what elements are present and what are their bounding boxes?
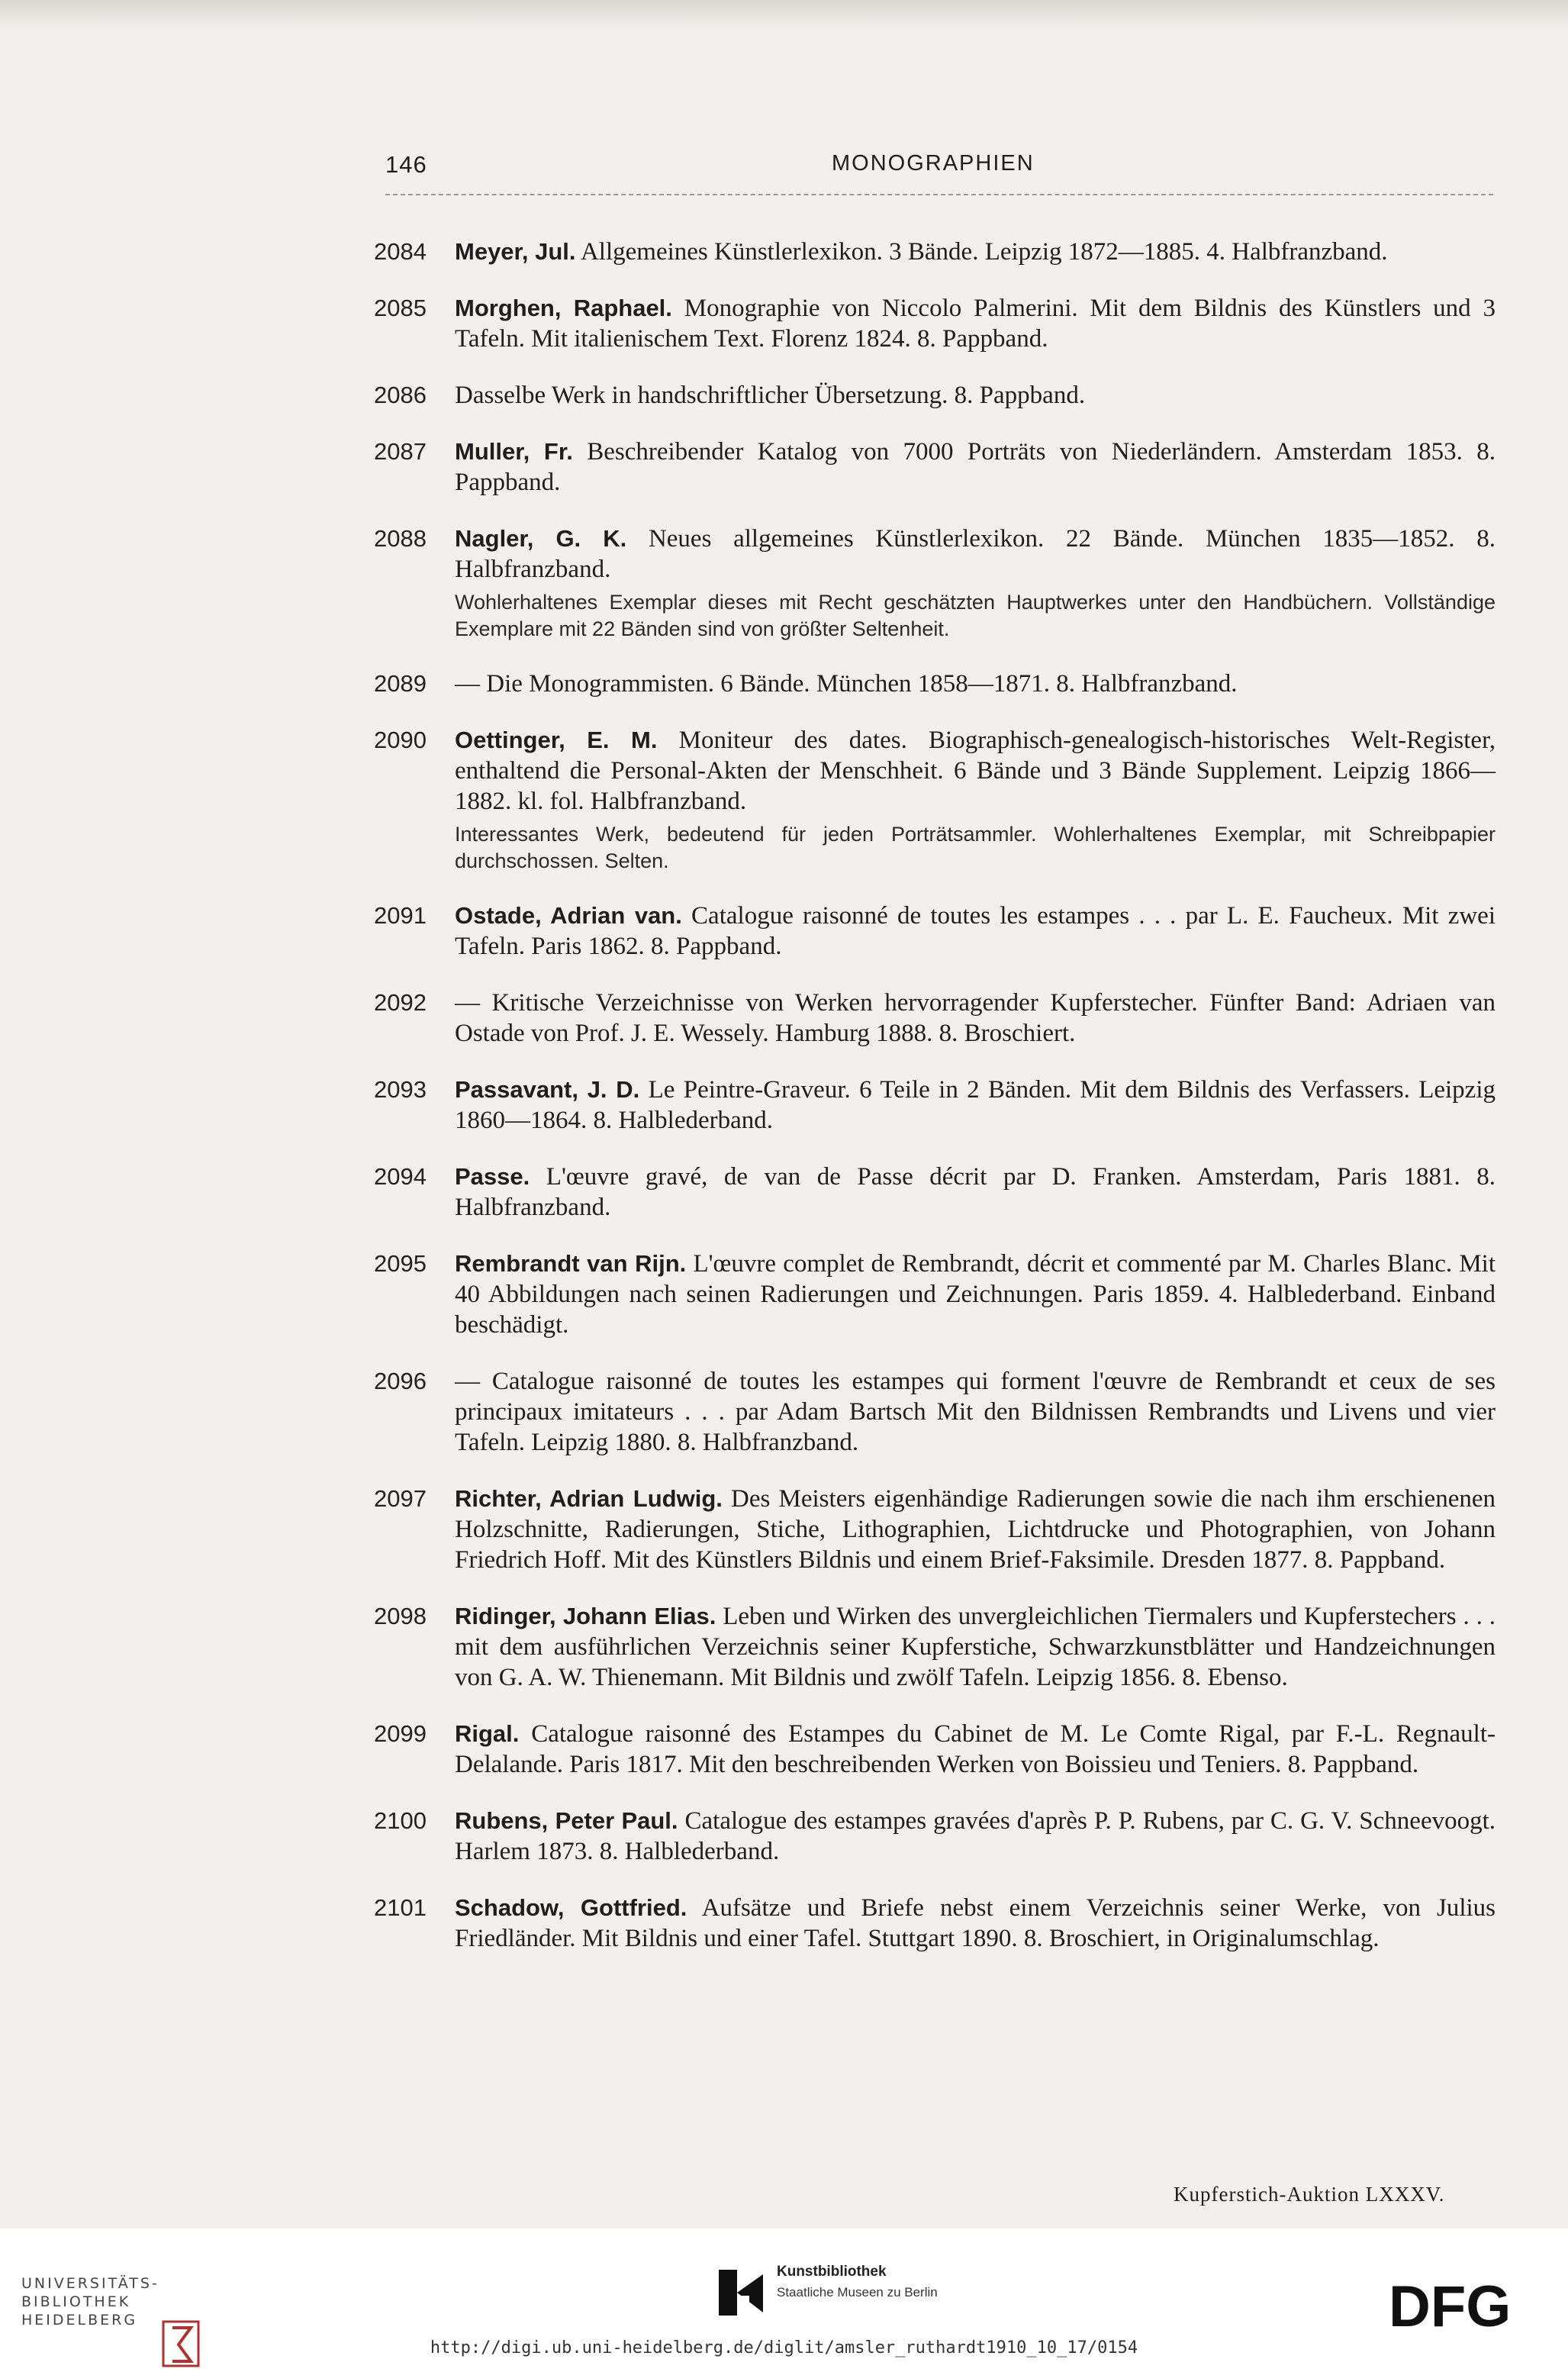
- catalog-signature: Kupferstich-Auktion LXXXV.: [1174, 2183, 1445, 2206]
- entry-note: Interessantes Werk, bedeutend für jeden Porträtsammler. Wohlerhaltenes Exemplar, mit Schreibpapier durchschossen. Selten.: [455, 823, 1496, 872]
- catalog-entry: [374, 293, 1496, 354]
- entry-number: 2089: [374, 670, 427, 697]
- catalog-entry: [374, 901, 1496, 962]
- entry-author: Passe.: [455, 1163, 530, 1190]
- entry-number: 2092: [374, 989, 427, 1016]
- entry-text: Catalogue raisonné des Estampes du Cabinet de M. Le Comte Rigal, par F.-L. Regnault-Delalande. Paris 1817. Mit den beschreibenden Werken von Boissieu und Teniers. 8. Pappband.: [455, 1720, 1496, 1778]
- catalog-entry: [374, 988, 1496, 1049]
- entry-number: 2101: [374, 1894, 427, 1921]
- entry-number: 2086: [374, 382, 427, 408]
- entry-body: [455, 1719, 1496, 1780]
- catalog-entry: [374, 1484, 1496, 1575]
- entry-number: 2100: [374, 1807, 427, 1834]
- entry-body: [455, 901, 1496, 962]
- digitization-banner: [0, 2229, 1568, 2372]
- entry-note: Wohlerhaltenes Exemplar dieses mit Recht geschätzten Hauptwerkes unter den Handbüchern. Vollständige Exemplare mit 22 Bänden sind von größter Seltenheit.: [455, 591, 1496, 640]
- entry-number: 2099: [374, 1720, 427, 1747]
- entry-text: — Die Monogrammisten. 6 Bände. München 1858—1871. 8. Halbfranzband.: [455, 670, 1238, 698]
- entry-body: [455, 1366, 1496, 1458]
- entry-author: Rigal.: [455, 1720, 520, 1747]
- entry-number: 2090: [374, 727, 427, 753]
- page-header: [385, 151, 1492, 185]
- entry-body: [455, 380, 1496, 411]
- catalog-entry: [374, 237, 1496, 267]
- catalog-entry: [374, 1806, 1496, 1867]
- entry-text: — Kritische Verzeichnisse von Werken hervorragender Kupferstecher. Fünfter Band: Adriaen van Ostade von Prof. J. E. Wessely. Hamburg 1888. 8. Broschiert.: [455, 989, 1496, 1047]
- entry-author: Passavant, J. D.: [455, 1076, 640, 1103]
- entry-number: 2091: [374, 902, 427, 929]
- uni-line-1: UNIVERSITÄTS-: [21, 2275, 159, 2292]
- entry-author: Oettinger, E. M.: [455, 727, 658, 753]
- entry-text: Catalogue des estampes gravées d'après P. P. Rubens, par C. G. V. Schneevoogt. Harlem 1873. 8. Halblederband.: [455, 1807, 1496, 1865]
- catalog-entry: [374, 524, 1496, 643]
- entry-text: Dasselbe Werk in handschriftlicher Übersetzung. 8. Pappband.: [455, 382, 1086, 409]
- catalog-entry: [374, 1075, 1496, 1136]
- entry-text: — Catalogue raisonné de toutes les estampes qui forment l'œuvre de Rembrandt et ceux de ses principaux imitateurs . . . par Adam Bartsch Mit den Bildnissen Rembrandts und Livens und vier Tafeln. Leipzig 1880. 8. Halbfranzband.: [455, 1368, 1496, 1456]
- catalog-entry: [374, 380, 1496, 411]
- header-rule: [385, 194, 1493, 195]
- entry-text: Aufsätze und Briefe nebst einem Verzeichnis seiner Werke, von Julius Friedländer. Mit Bildnis und einer Tafel. Stuttgart 1890. 8. Broschiert, in Originalumschlag.: [455, 1894, 1496, 1952]
- catalog-entry: [374, 1893, 1496, 1954]
- entry-text: Neues allgemeines Künstlerlexikon. 22 Bände. München 1835—1852. 8. Halbfranzband.: [455, 525, 1496, 583]
- entry-body: [455, 437, 1496, 498]
- entry-body: [455, 669, 1496, 699]
- entry-text: Le Peintre-Graveur. 6 Teile in 2 Bänden. Mit dem Bildnis des Verfassers. Leipzig 1860—1864. 8. Halblederband.: [455, 1076, 1496, 1134]
- entry-text: Monographie von Niccolo Palmerini. Mit dem Bildnis des Künstlers und 3 Tafeln. Mit italienischem Text. Florenz 1824. 8. Pappband.: [455, 295, 1496, 353]
- entry-author: Ridinger, Johann Elias.: [455, 1603, 716, 1629]
- entry-number: 2094: [374, 1163, 427, 1190]
- catalog-entries: [374, 237, 1496, 1954]
- entry-author: Morghen, Raphael.: [455, 295, 672, 321]
- entry-body: [455, 524, 1496, 585]
- entry-number: 2096: [374, 1368, 427, 1394]
- entry-text: Allgemeines Künstlerlexikon. 3 Bände. Leipzig 1872—1885. 4. Halbfranzband.: [580, 238, 1388, 266]
- entry-number: 2088: [374, 525, 427, 552]
- catalog-entry: [374, 1366, 1496, 1458]
- entry-number: 2085: [374, 295, 427, 321]
- entry-text: L'œuvre complet de Rembrandt, décrit et commenté par M. Charles Blanc. Mit 40 Abbildungen nach seinen Radierungen und Zeichnungen. Paris 1859. 4. Halblederband. Einband beschädigt.: [455, 1250, 1496, 1339]
- kunstbibliothek-icon: [714, 2265, 769, 2320]
- entry-body: [455, 725, 1496, 817]
- entry-body: [455, 1249, 1496, 1340]
- entry-text: Leben und Wirken des unvergleichlichen Tiermalers und Kupferstechers . . . mit dem ausführlichen Verzeichnis seiner Kupferstiche, Schwarzkunstblätter und Handzeichnungen von G. A. W. Thienemann. Mit Bildnis und zwölf Tafeln. Leipzig 1856. 8. Ebenso.: [455, 1603, 1496, 1691]
- catalog-entry: [374, 725, 1496, 875]
- dfg-logo[interactable]: [1389, 2274, 1549, 2335]
- kunstbibliothek-title: Kunstbibliothek: [777, 2264, 887, 2280]
- entry-author: Nagler, G. K.: [455, 525, 627, 552]
- catalog-entry: [374, 1162, 1496, 1223]
- entry-author: Muller, Fr.: [455, 438, 573, 465]
- catalog-entry: [374, 1249, 1496, 1340]
- entry-number: 2084: [374, 238, 427, 265]
- catalog-entry: [374, 1719, 1496, 1780]
- entry-body: [455, 237, 1496, 267]
- entry-body: [455, 293, 1496, 354]
- entry-number: 2098: [374, 1603, 427, 1629]
- entry-number: 2093: [374, 1076, 427, 1103]
- catalog-entry: [374, 437, 1496, 498]
- entry-author: Meyer, Jul.: [455, 238, 576, 265]
- entry-body: [455, 1893, 1496, 1954]
- entry-body: [455, 1806, 1496, 1867]
- entry-body: [455, 1075, 1496, 1136]
- entry-author: Schadow, Gottfried.: [455, 1894, 687, 1921]
- dfg-text: DFG: [1389, 2274, 1512, 2335]
- permalink-url[interactable]: http://digi.ub.uni-heidelberg.de/diglit/amsler_ruthardt1910_10_17/0154: [430, 2338, 1138, 2357]
- entry-text: L'œuvre gravé, de van de Passe décrit par D. Franken. Amsterdam, Paris 1881. 8. Halbfranzband.: [455, 1163, 1496, 1221]
- catalog-entry: [374, 669, 1496, 699]
- entry-text: Beschreibender Katalog von 7000 Porträts von Niederländern. Amsterdam 1853. 8. Pappband.: [455, 438, 1496, 496]
- entry-body: [455, 988, 1496, 1049]
- entry-body: [455, 1484, 1496, 1575]
- entry-number: 2087: [374, 438, 427, 465]
- entry-author: Richter, Adrian Ludwig.: [455, 1485, 723, 1512]
- entry-author: Rubens, Peter Paul.: [455, 1807, 678, 1834]
- entry-author: Rembrandt van Rijn.: [455, 1250, 687, 1277]
- running-title: MONOGRAPHIEN: [832, 151, 1035, 176]
- entry-body: [455, 1162, 1496, 1223]
- entry-text: Des Meisters eigenhändige Radierungen sowie die nach ihm erschienenen Holzschnitte, Radierungen, Stiche, Lithographien, Lichtdrucke und Photographien, von Johann Friedrich Hoff. Mit des Künstlers Bildnis und einem Brief-Faksimile. Dresden 1877. 8. Pappband.: [455, 1485, 1496, 1574]
- entry-number: 2097: [374, 1485, 427, 1512]
- entry-text: Catalogue raisonné de toutes les estampes . . . par L. E. Faucheux. Mit zwei Tafeln. Paris 1862. 8. Pappband.: [455, 902, 1496, 960]
- kunstbibliothek-logo[interactable]: [711, 2261, 971, 2329]
- catalog-entry: [374, 1601, 1496, 1693]
- university-library-logo[interactable]: [21, 2274, 197, 2335]
- entry-text: Moniteur des dates. Biographisch-genealogisch-historisches Welt-Register, enthaltend die Personal-Akten der Menschheit. 6 Bände und 3 Bände Supplement. Leipzig 1866—1882. kl. fol. Halbfranzband.: [455, 727, 1496, 815]
- page-number: 146: [385, 151, 427, 178]
- entry-author: Ostade, Adrian van.: [455, 902, 682, 929]
- uni-line-2: BIBLIOTHEK: [21, 2293, 131, 2310]
- uni-line-3: HEIDELBERG: [21, 2312, 138, 2328]
- entry-number: 2095: [374, 1250, 427, 1277]
- kunstbibliothek-subtitle: Staatliche Museen zu Berlin: [777, 2285, 938, 2299]
- entry-body: [455, 1601, 1496, 1693]
